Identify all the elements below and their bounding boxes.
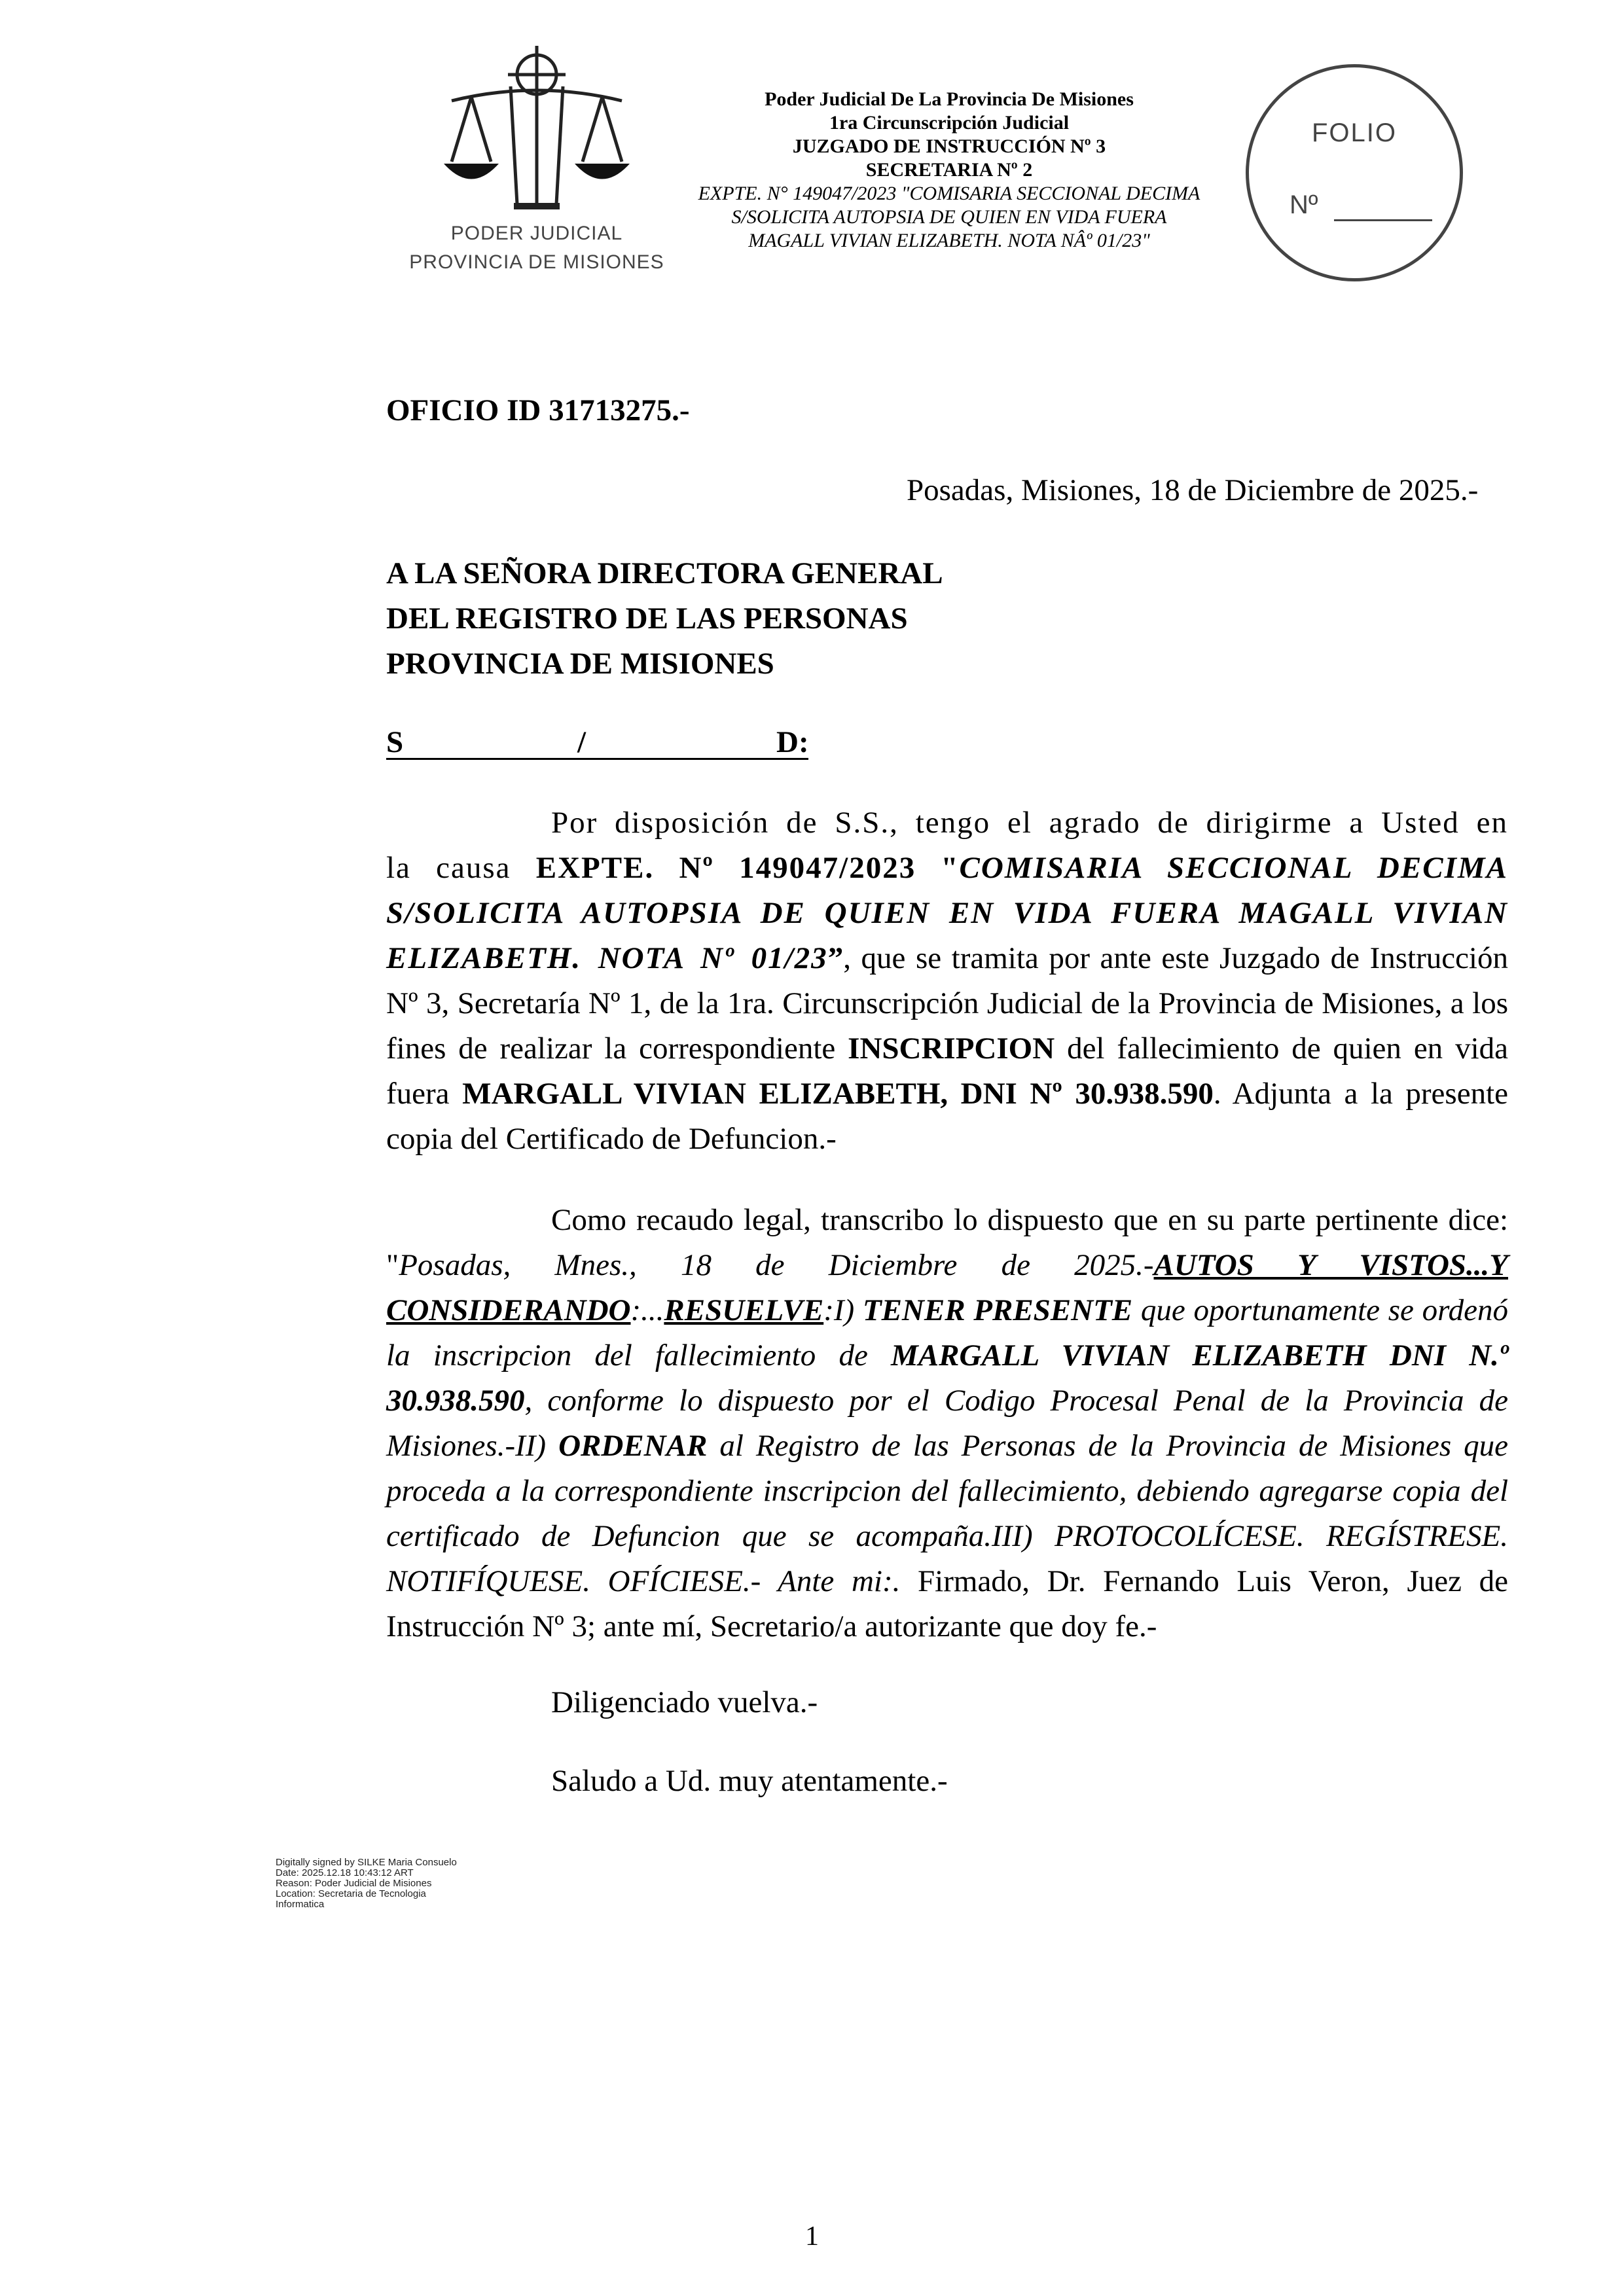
p1-text: , que se tramita por ante este Juzgado de Instrucción Nº 3, Secretaría Nº 1, de la 1ra. Circunscripción Judicial de la Provincia de Misiones, a los fines de realizar la correspondiente	[386, 941, 1508, 1066]
p1-text: . Adjunta a la presente copia del Certificado de Defuncion.-	[386, 1077, 1508, 1156]
court-header	[655, 88, 1244, 253]
digital-signature	[276, 1857, 457, 1910]
logo-text-line1: PODER JUDICIAL	[450, 223, 623, 244]
p2-date: Posadas, Mnes., 18 de Diciembre de 2025.-	[399, 1248, 1154, 1282]
page-number: 1	[805, 2221, 819, 2251]
signature-line: Informatica	[276, 1899, 325, 1910]
p1-deceased: MARGALL VIVIAN ELIZABETH, DNI Nº 30.938.590	[462, 1077, 1214, 1111]
oficio-id: OFICIO ID 31713275.-	[386, 393, 690, 427]
p2-autos: AUTOS Y VISTOS...Y CONSIDERANDO	[386, 1248, 1508, 1327]
p2-text: que oportunamente se ordenó la inscripcion del fallecimiento de	[386, 1293, 1508, 1372]
addressee-line: A LA SEÑORA DIRECTORA GENERAL	[386, 556, 943, 590]
p2-text: :...	[630, 1293, 664, 1327]
header-line: JUZGADO DE INSTRUCCIÓN Nº 3	[792, 135, 1106, 157]
salutation-underline	[386, 758, 808, 760]
header-line: 1ra Circunscripción Judicial	[829, 112, 1070, 134]
salutation-slash: /	[577, 725, 586, 759]
scales-of-justice-icon	[439, 41, 635, 217]
signature-line: Digitally signed by SILKE Maria Consuelo	[276, 1857, 457, 1868]
salutation-d: D:	[776, 725, 809, 759]
p1-text: Por disposición de S.S., tengo el agrado de dirigirme a Usted en la causa	[386, 806, 1508, 885]
p1-inscripcion: INSCRIPCION	[848, 1031, 1055, 1066]
p2-deceased: MARGALL VIVIAN ELIZABETH DNI N.º 30.938.590	[386, 1338, 1508, 1418]
p1-text: del fallecimiento de quien en vida fuera	[386, 1031, 1509, 1111]
salutation-s: S	[386, 725, 404, 759]
paragraph-1	[386, 800, 1508, 1162]
salutation-sd	[386, 725, 812, 764]
date-line: Posadas, Misiones, 18 de Diciembre de 2025.-	[907, 473, 1479, 507]
paragraph-2	[386, 1198, 1508, 1649]
folio-label: FOLIO	[1311, 118, 1398, 147]
p2-firmado: Firmado, Dr. Fernando Luis Veron, Juez de Instrucción Nº 3; ante mí, Secretario/a autorizante que doy fe.-	[386, 1564, 1508, 1643]
p2-text: al Registro de las Personas de la Provincia de Misiones que proceda a la correspondiente inscripcion del fallecimiento, debiendo agregarse copia del certificado de Defuncion que se acompaña.III) PROTOCOLÍCESE. REGÍSTRESE. NOTIFÍQUESE. OFÍCIESE.- Ante mi:.	[386, 1429, 1508, 1598]
p2-text: Como recaudo legal, transcribo lo dispuesto que en su parte pertinente dice: "	[386, 1203, 1508, 1282]
addressee-line: PROVINCIA DE MISIONES	[386, 647, 774, 681]
p2-resuelve: RESUELVE	[664, 1293, 824, 1327]
closing-diligenciado: Diligenciado vuelva.-	[551, 1685, 818, 1719]
closing-saludo: Saludo a Ud. muy atentamente.-	[551, 1764, 948, 1798]
court-logo	[393, 41, 681, 289]
signature-line: Location: Secretaria de Tecnologia	[276, 1888, 426, 1899]
signature-line: Reason: Poder Judicial de Misiones	[276, 1878, 432, 1889]
p2-text: :I)	[823, 1293, 863, 1327]
addressee	[386, 551, 943, 687]
addressee-line: DEL REGISTRO DE LAS PERSONAS	[386, 601, 908, 636]
folio-number-label: Nº	[1290, 190, 1318, 219]
p1-expte: EXPTE. Nº 149047/2023 "	[535, 851, 960, 885]
folio-stamp	[1246, 64, 1463, 281]
p2-ordenar: ORDENAR	[558, 1429, 708, 1463]
header-line: Poder Judicial De La Provincia De Misiones	[765, 88, 1134, 110]
p1-quote: ”	[827, 941, 844, 975]
header-line: MAGALL VIVIAN ELIZABETH. NOTA NÂº 01/23"	[748, 230, 1150, 251]
header-line: EXPTE. N° 149047/2023 "COMISARIA SECCIONAL DECIMA	[698, 183, 1200, 204]
header-line: S/SOLICITA AUTOPSIA DE QUIEN EN VIDA FUERA	[731, 206, 1167, 228]
logo-text-line2: PROVINCIA DE MISIONES	[409, 251, 664, 273]
header-line: SECRETARIA Nº 2	[865, 159, 1033, 181]
p2-tener-presente: TENER PRESENTE	[862, 1293, 1133, 1327]
p2-text: , conforme lo dispuesto por el Codigo Procesal Penal de la Provincia de Misiones.-II)	[386, 1384, 1508, 1463]
p1-caratula: COMISARIA SECCIONAL DECIMA S/SOLICITA AUTOPSIA DE QUIEN EN VIDA FUERA MAGALL VIVIAN ELIZABETH. NOTA Nº 01/23	[386, 851, 1508, 975]
signature-line: Date: 2025.12.18 10:43:12 ART	[276, 1867, 414, 1878]
folio-number-line	[1334, 219, 1432, 221]
